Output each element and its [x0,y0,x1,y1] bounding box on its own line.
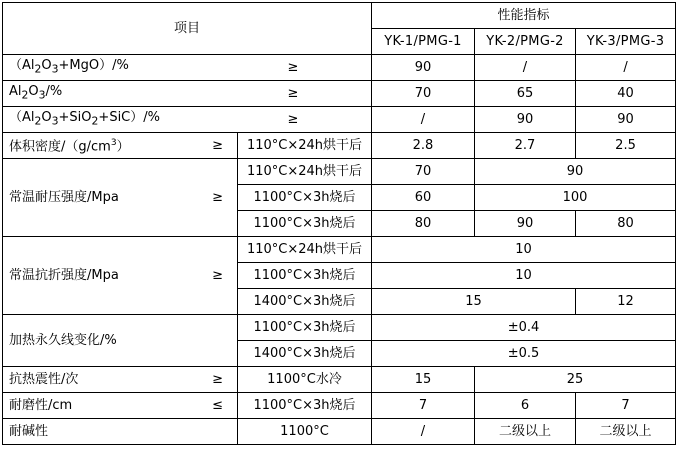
cond-compressive-2: 1100°C×3h烧后 [238,185,372,211]
op-compressive: ≥ [177,159,238,237]
value-cell: / [372,419,475,445]
header-grade-1: YK-1/PMG-1 [372,29,475,55]
value-cell: 90 [475,211,576,237]
value-cell: 65 [475,81,576,107]
value-cell: 2.8 [372,133,475,159]
op-al2o3-sio2-sic: ≥ [238,107,372,133]
cond-thermal-shock: 1100°C水冷 [238,367,372,393]
label-al2o3: $Al_2O_3/\%$ [3,81,238,107]
value-cell: 70 [372,159,475,185]
label-alkali: 耐碱性 [3,419,238,445]
row-alkali [3,419,676,445]
op-flexural: ≥ [177,237,238,315]
op-thermal-shock: ≥ [177,367,238,393]
header-item: 项目 [3,3,372,55]
op-wear: ≤ [177,393,238,419]
value-cell: 二级以上 [576,419,676,445]
row-al2o3 [3,81,676,107]
value-cell: / [576,55,676,81]
spec-table [2,2,676,445]
value-cell: / [372,107,475,133]
label-density: 体积密度$/(g/cm^3)$ [3,133,177,159]
value-cell-merged: 25 [475,367,676,393]
cond-wear: 1100°C×3h烧后 [238,393,372,419]
row-wear [3,393,676,419]
value-cell-merged: 90 [475,159,676,185]
row-density [3,133,676,159]
value-cell: 40 [576,81,676,107]
label-compressive: 常温耐压强度/Mpa [3,159,177,237]
row-linear-change-1 [3,315,676,341]
value-cell: 90 [576,107,676,133]
value-cell: 80 [576,211,676,237]
header-grade-2: YK-2/PMG-2 [475,29,576,55]
value-cell-merged: ±0.5 [372,341,676,367]
value-cell-merged: 10 [372,263,676,289]
cond-compressive-1: 110°C×24h烘干后 [238,159,372,185]
value-cell-merged: 15 [372,289,576,315]
row-al2o3-mgo [3,55,676,81]
value-cell: 2.5 [576,133,676,159]
value-cell: 二级以上 [475,419,576,445]
header-spec: 性能指标 [372,3,676,29]
cond-flexural-3: 1400°C×3h烧后 [238,289,372,315]
cond-flexural-1: 110°C×24h烘干后 [238,237,372,263]
value-cell: 15 [372,367,475,393]
label-thermal-shock: 抗热震性/次 [3,367,177,393]
label-flexural: 常温抗折强度/Mpa [3,237,177,315]
value-cell: 80 [372,211,475,237]
value-cell: 90 [475,107,576,133]
value-cell-merged: ±0.4 [372,315,676,341]
label-al2o3-mgo: $(Al_2O_3+MgO)/\%$ [3,55,238,81]
header-row [3,3,676,29]
value-cell-merged: 10 [372,237,676,263]
value-cell: 12 [576,289,676,315]
cond-linear-change-2: 1400°C×3h烧后 [238,341,372,367]
value-cell: 7 [372,393,475,419]
row-al2o3-sio2-sic [3,107,676,133]
op-al2o3-mgo: ≥ [238,55,372,81]
row-thermal-shock [3,367,676,393]
cond-alkali: 1100°C [238,419,372,445]
value-cell: / [475,55,576,81]
value-cell: 90 [372,55,475,81]
value-cell: 70 [372,81,475,107]
label-linear-change: 加热永久线变化/% [3,315,238,367]
row-compressive-1 [3,159,676,185]
value-cell: 7 [576,393,676,419]
value-cell: 6 [475,393,576,419]
label-wear: 耐磨性/cm [3,393,177,419]
cond-compressive-3: 1100°C×3h烧后 [238,211,372,237]
label-al2o3-sio2-sic: $(Al_2O_3+SiO_2+SiC)/\%$ [3,107,238,133]
cond-flexural-2: 1100°C×3h烧后 [238,263,372,289]
value-cell-merged: 100 [475,185,676,211]
row-flexural-1 [3,237,676,263]
cond-density: 110°C×24h烘干后 [238,133,372,159]
cond-linear-change-1: 1100°C×3h烧后 [238,315,372,341]
value-cell: 2.7 [475,133,576,159]
value-cell: 60 [372,185,475,211]
op-al2o3: ≥ [238,81,372,107]
op-density: ≥ [177,133,238,159]
header-grade-3: YK-3/PMG-3 [576,29,676,55]
